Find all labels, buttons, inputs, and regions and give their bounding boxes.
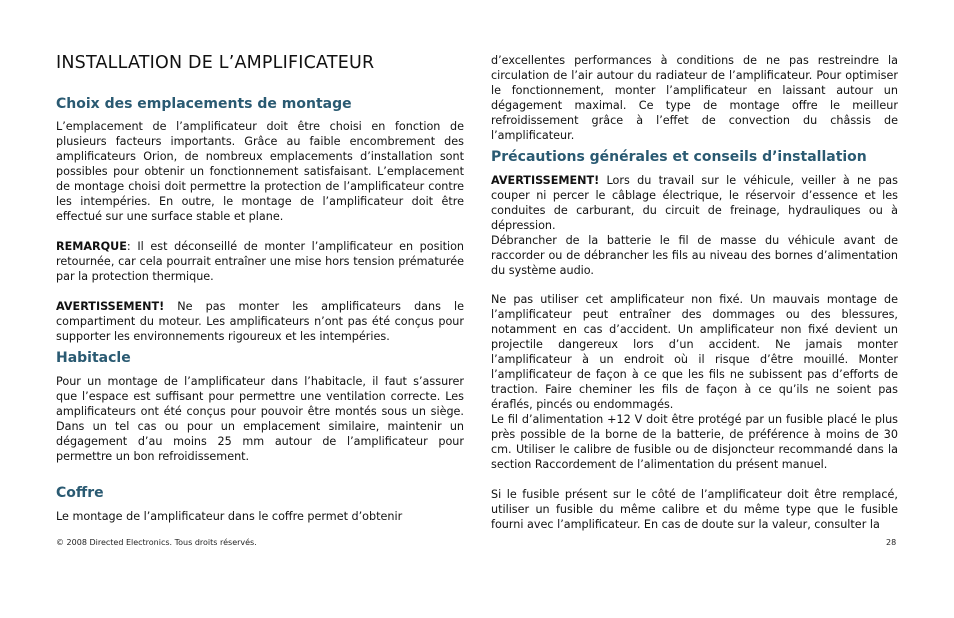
page-title: INSTALLATION DE L’AMPLIFICATEUR bbox=[56, 53, 375, 73]
paragraph-coffre-continued: d’excellentes performances à conditions de ne pas restreindre la circulation de l’air autour du radiateur de l’amplificateur. Pour optimiser le fonctionnement, monter l’amplificateur en laissant autour un dégagement maximal. Ce type de montage offre le meilleur refroidissement grâce à l’effet de convection du châssis de l’amplificateur. bbox=[491, 54, 898, 142]
paragraph-battery-ground: Débrancher de la batterie le fil de masse du véhicule avant de raccorder ou de débrancher les fils au niveau des bornes d’alimentation du système audio. bbox=[491, 234, 898, 277]
remarque-text: : Il est déconseillé de monter l’amplificateur en position retournée, car cela pourrait entraîner une mise hors tension prématurée par la protection thermique. bbox=[56, 240, 464, 283]
paragraph-warning-engine bbox=[56, 299, 464, 344]
warning-text: Lors du travail sur le véhicule, veiller à ne pas couper ni percer le câblage électrique, le réservoir d’essence et les conduites de carburant, du circuit de freinage, hydrauliques ou à dépression. bbox=[491, 174, 898, 232]
paragraph-fuse-replace: Si le fusible présent sur le côté de l’amplificateur doit être remplacé, utiliser un fusible du même calibre et du même type que le fusible fourni avec l’amplificateur. En cas de doute sur la valeur, consulter la bbox=[491, 488, 898, 531]
heading-coffre: Coffre bbox=[56, 485, 104, 501]
paragraph-coffre: Le montage de l’amplificateur dans le coffre permet d’obtenir bbox=[56, 510, 403, 523]
heading-habitacle: Habitacle bbox=[56, 350, 131, 366]
remarque-label: REMARQUE bbox=[56, 240, 127, 253]
heading-mounting-location: Choix des emplacements de montage bbox=[56, 96, 352, 112]
paragraph-warning-vehicle bbox=[491, 173, 898, 233]
warning-text: Ne pas monter les amplificateurs dans le compartiment du moteur. Les amplificateurs n’ont pas été conçus pour supporter les environnements rigoureux et les intempéries. bbox=[56, 300, 464, 343]
paragraph-habitacle: Pour un montage de l’amplificateur dans l’habitacle, il faut s’assurer que l’espace est suffisant pour permettre une ventilation correcte. Les amplificateurs ont été conçus pour pouvoir être montés sous un siège. Dans un tel cas ou pour un emplacement similaire, maintenir un dégagement d’au moins 25 mm autour de l’amplificateur pour permettre un bon refroidissement. bbox=[56, 375, 464, 463]
warning-label: AVERTISSEMENT! bbox=[491, 174, 600, 187]
warning-label: AVERTISSEMENT! bbox=[56, 300, 165, 313]
paragraph-remarque bbox=[56, 239, 464, 284]
page-number: 28 bbox=[886, 538, 897, 547]
paragraph-secure-mounting: Ne pas utiliser cet amplificateur non fixé. Un mauvais montage de l’amplificateur peut entraîner des dommages ou des blessures, notamment en cas d’accident. Un amplificateur non fixé devient un projectile dangereux lors d’un accident. Ne jamais monter l’amplificateur à un endroit où il risque d’être mouillé. Monter l’amplificateur de façon à ce que les fils ne subissent pas d’efforts de traction. Faire cheminer les fils de façon à ce qu’ils ne soient pas éraflés, pincés ou endommagés. bbox=[491, 293, 898, 411]
paragraph-fuse-power: Le fil d’alimentation +12 V doit être protégé par un fusible placé le plus près possible de la borne de la batterie, de préférence à moins de 30 cm. Utiliser le calibre de fusible ou de disjoncteur recommandé dans la section Raccordement de l’alimentation du présent manuel. bbox=[491, 413, 898, 471]
paragraph-mounting-intro: L’emplacement de l’amplificateur doit être choisi en fonction de plusieurs facteurs importants. Grâce au faible encombrement des amplificateurs Orion, de nombreux emplacements d’installation sont possibles pour obtenir un fonctionnement satisfaisant. L’emplacement de montage choisi doit permettre la protection de l’amplificateur contre les intempéries. En outre, le montage de l’amplificateur doit être effectué sur une surface stable et plane. bbox=[56, 120, 464, 223]
footer-copyright: © 2008 Directed Electronics. Tous droits réservés. bbox=[56, 538, 257, 547]
heading-precautions: Précautions générales et conseils d’installation bbox=[491, 149, 867, 165]
